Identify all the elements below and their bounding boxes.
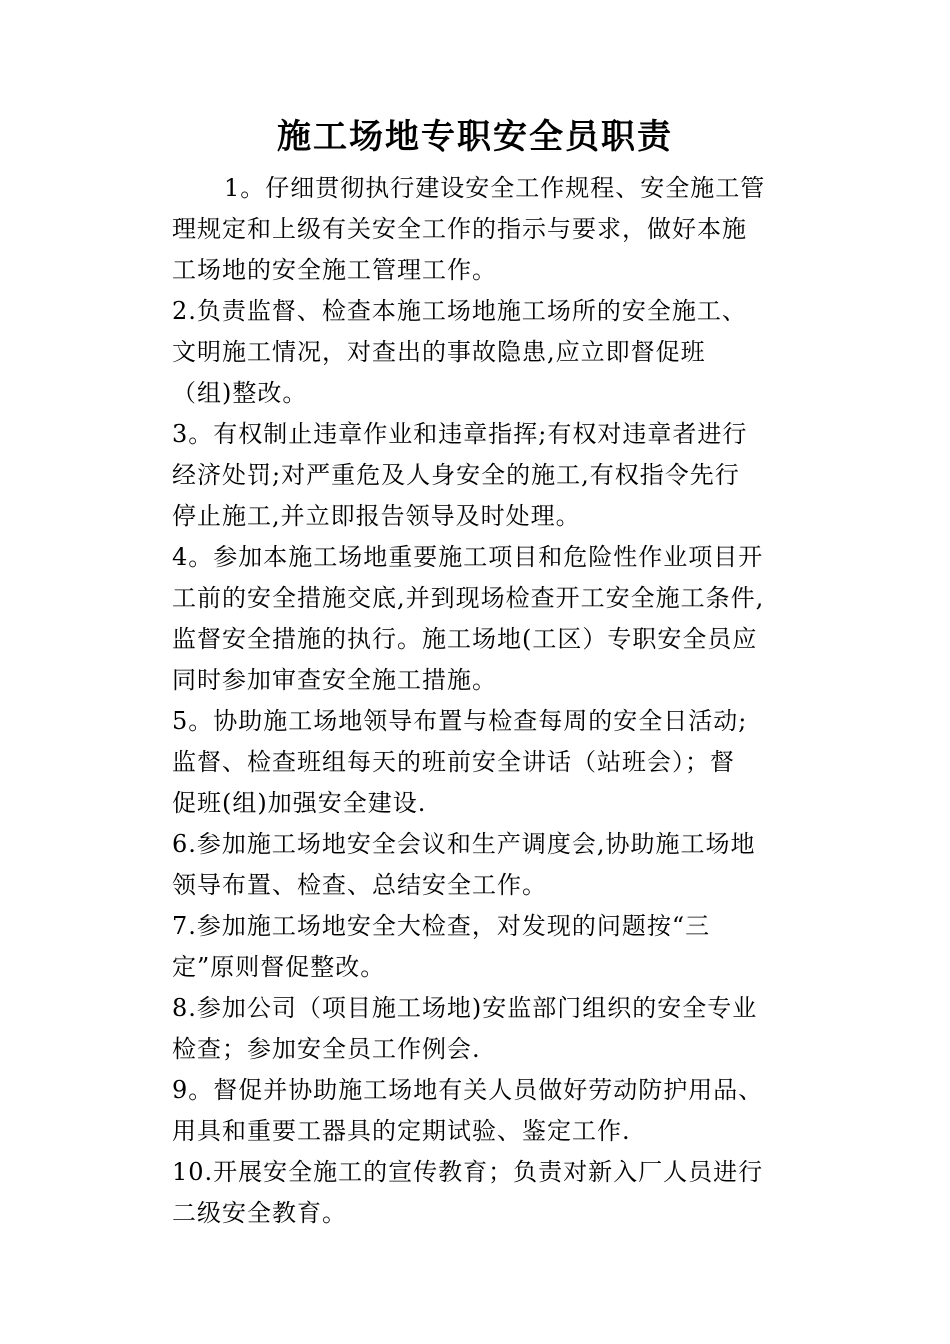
text-line: 3。有权制止违章作业和违章指挥;有权对违章者进行 <box>172 420 748 448</box>
text-line: 经济处罚;对严重危及人身安全的施工,有权指令先行 <box>172 461 740 489</box>
text-line: 7.参加施工场地安全大检查，对发现的问题按“三 <box>172 912 711 940</box>
text-line: 促班(组)加强安全建设. <box>172 789 427 817</box>
text-line: 9。督促并协助施工场地有关人员做好劳动防护用品、 <box>172 1076 764 1104</box>
text-line: 停止施工,并立即报告领导及时处理。 <box>172 502 581 530</box>
text-line: 理规定和上级有关安全工作的指示与要求，做好本施 <box>172 215 747 243</box>
text-line: 2.负责监督、检查本施工场地施工场所的安全施工、 <box>172 297 747 325</box>
text-line: 4。参加本施工场地重要施工项目和危险性作业项目开 <box>172 543 764 571</box>
text-line: 6.参加施工场地安全会议和生产调度会,协助施工场地 <box>172 830 756 858</box>
text-line: （组)整改。 <box>172 379 308 407</box>
text-line: 同时参加审查安全施工措施。 <box>172 666 497 694</box>
text-line: 监督、检查班组每天的班前安全讲话（站班会）；督 <box>172 748 735 776</box>
text-line: 检查；参加安全员工作例会. <box>172 1035 481 1063</box>
text-line: 监督安全措施的执行。施工场地(工区）专职安全员应 <box>172 625 758 653</box>
text-line: 领导布置、检查、总结安全工作。 <box>172 871 547 899</box>
text-line: 定”原则督促整改。 <box>172 953 386 981</box>
text-line: 1。仔细贯彻执行建设安全工作规程、安全施工管 <box>224 174 766 202</box>
text-line: 二级安全教育。 <box>172 1199 347 1227</box>
text-line: 工前的安全措施交底,并到现场检查开工安全施工条件, <box>172 584 765 612</box>
text-line: 5。协助施工场地领导布置与检查每周的安全日活动; <box>172 707 748 735</box>
document-title: 施工场地专职安全员职责 <box>277 117 673 157</box>
text-line: 10.开展安全施工的宣传教育；负责对新入厂人员进行 <box>172 1158 764 1186</box>
document-body <box>172 168 782 1234</box>
text-line: 工场地的安全施工管理工作。 <box>172 256 497 284</box>
text-line: 8.参加公司（项目施工场地)安监部门组织的安全专业 <box>172 994 758 1022</box>
text-line: 文明施工情况，对查出的事故隐患,应立即督促班 <box>172 338 706 366</box>
text-line: 用具和重要工器具的定期试验、鉴定工作. <box>172 1117 631 1145</box>
